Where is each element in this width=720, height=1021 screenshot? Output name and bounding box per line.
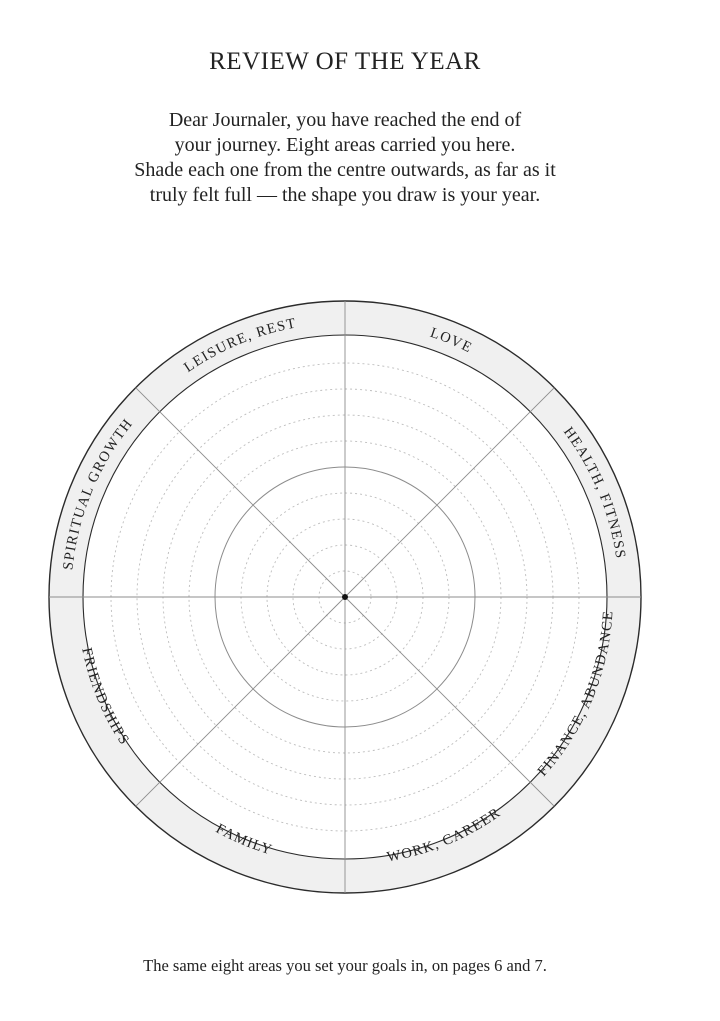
intro-line: Dear Journaler, you have reached the end of — [168, 109, 522, 131]
area-label: FAMILY — [213, 820, 275, 859]
intro-line: your journey. Eight areas carried you here. — [174, 134, 516, 156]
spoke — [136, 388, 345, 597]
spoke — [345, 597, 554, 806]
area-label: LOVE — [428, 324, 475, 357]
intro-line: Shade each one from the centre outwards, as far as it — [134, 159, 556, 181]
area-label: SPIRITUAL GROWTH — [60, 415, 137, 571]
area-label: LEISURE, REST — [181, 315, 299, 376]
center-dot — [342, 594, 348, 600]
area-label: FRIENDSHIPS — [78, 646, 133, 749]
intro-line: truly felt full — the shape you draw is your year. — [149, 184, 541, 206]
area-label: HEALTH, FITNESS — [560, 424, 629, 561]
area-label: WORK, CAREER — [385, 804, 505, 866]
spoke — [345, 388, 554, 597]
page-title: REVIEW OF THE YEAR — [209, 48, 481, 75]
spoke — [136, 597, 345, 806]
footer-note: The same eight areas you set your goals in, on pages 6 and 7. — [143, 956, 547, 975]
area-label: FINANCE, ABUNDANCE — [534, 609, 617, 780]
